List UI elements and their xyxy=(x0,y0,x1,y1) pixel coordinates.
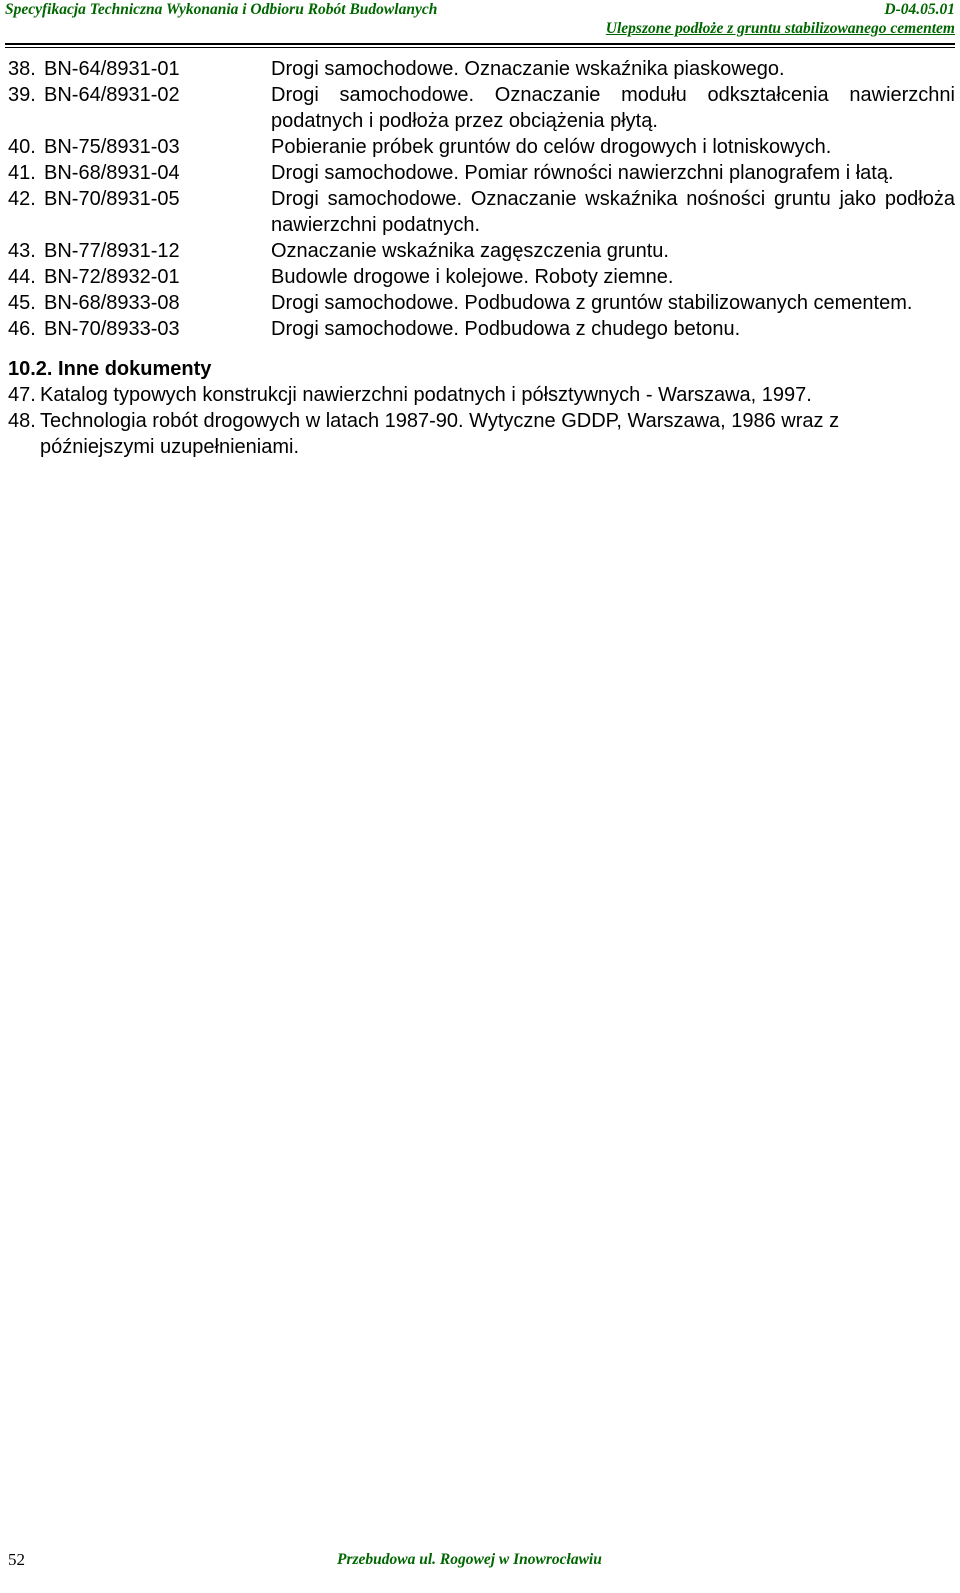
reference-code: BN-70/8931-05 xyxy=(44,188,180,210)
reference-number: 42. xyxy=(8,188,36,210)
reference-item xyxy=(0,316,955,342)
section-heading: 10.2. Inne dokumenty xyxy=(8,358,212,380)
reference-number: 46. xyxy=(8,318,36,340)
document-number: 48. xyxy=(8,410,36,432)
reference-number: 38. xyxy=(8,58,36,80)
reference-code: BN-64/8931-01 xyxy=(44,58,180,80)
reference-number: 39. xyxy=(8,84,36,106)
reference-item xyxy=(0,82,955,134)
reference-item xyxy=(0,290,955,316)
header-spec-code: D-04.05.01 xyxy=(884,1,955,18)
reference-title: Budowle drogowe i kolejowe. Roboty ziemne. xyxy=(271,266,674,288)
document-text: Katalog typowych konstrukcji nawierzchni podatnych i półsztywnych - Warszawa, 1997. xyxy=(40,384,812,406)
reference-item xyxy=(0,160,955,186)
document-item xyxy=(0,382,955,408)
reference-number: 43. xyxy=(8,240,36,262)
reference-code: BN-64/8931-02 xyxy=(44,84,180,106)
reference-title: Drogi samochodowe. Oznaczanie modułu odkształcenia nawierzchni podatnych i podłoża przez obciążenia płytą. xyxy=(271,84,955,132)
page-header xyxy=(5,0,955,40)
header-divider-thin xyxy=(5,47,955,48)
document-item xyxy=(0,408,955,460)
reference-code: BN-77/8931-12 xyxy=(44,240,180,262)
reference-title: Drogi samochodowe. Podbudowa z gruntów stabilizowanych cementem. xyxy=(271,292,913,314)
reference-title: Drogi samochodowe. Podbudowa z chudego betonu. xyxy=(271,318,741,340)
reference-code: BN-68/8933-08 xyxy=(44,292,180,314)
reference-item xyxy=(0,186,955,238)
reference-code: BN-68/8931-04 xyxy=(44,162,180,184)
reference-code: BN-72/8932-01 xyxy=(44,266,180,288)
document-number: 47. xyxy=(8,384,36,406)
reference-title: Drogi samochodowe. Oznaczanie wskaźnika piaskowego. xyxy=(271,58,785,80)
document-text: Technologia robót drogowych w latach 1987-90. Wytyczne GDDP, Warszawa, 1986 wraz z późniejszymi uzupełnieniami. xyxy=(40,410,840,458)
reference-number: 44. xyxy=(8,266,36,288)
reference-title: Drogi samochodowe. Pomiar równości nawierzchni planografem i łatą. xyxy=(271,162,894,184)
page-number: 52 xyxy=(8,1550,25,1569)
reference-code: BN-70/8933-03 xyxy=(44,318,180,340)
reference-title: Pobieranie próbek gruntów do celów drogowych i lotniskowych. xyxy=(271,136,832,158)
document-body xyxy=(0,56,960,460)
reference-item xyxy=(0,264,955,290)
reference-number: 45. xyxy=(8,292,36,314)
header-divider xyxy=(5,43,955,45)
reference-item xyxy=(0,238,955,264)
reference-code: BN-75/8931-03 xyxy=(44,136,180,158)
other-documents-list xyxy=(0,382,960,460)
reference-item xyxy=(0,134,955,160)
reference-list xyxy=(0,56,960,342)
reference-item xyxy=(0,56,955,82)
header-spec-title: Specyfikacja Techniczna Wykonania i Odbioru Robót Budowlanych xyxy=(5,1,438,18)
reference-title: Drogi samochodowe. Oznaczanie wskaźnika nośności gruntu jako podłoża nawierzchni podatnych. xyxy=(271,188,955,236)
reference-number: 40. xyxy=(8,136,36,158)
footer-project-name: Przebudowa ul. Rogowej w Inowrocławiu xyxy=(337,1551,602,1568)
reference-title: Oznaczanie wskaźnika zagęszczenia gruntu. xyxy=(271,240,669,262)
reference-number: 41. xyxy=(8,162,36,184)
header-spec-subtitle: Ulepszone podłoże z gruntu stabilizowanego cementem xyxy=(605,20,955,37)
